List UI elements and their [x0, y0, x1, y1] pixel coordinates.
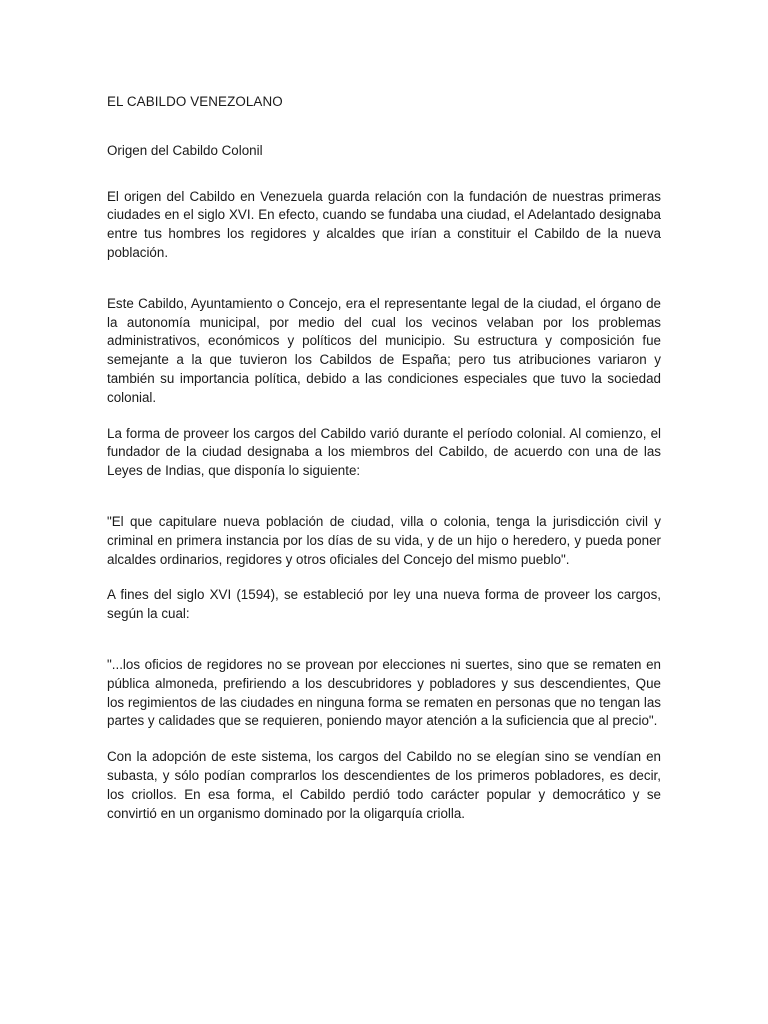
paragraph-conclusion: Con la adopción de este sistema, los cargos del Cabildo no se elegían sino se vendían en subasta, y sólo podían comprarlos los descendientes de los primeros pobladores, es decir, los criollos. En esa forma, el Cabildo perdió todo carácter popular y democrático y se convirtió en un organismo dominado por la oligarquía criolla.: [107, 749, 661, 821]
paragraph-1594-law: A fines del siglo XVI (1594), se estableció por ley una nueva forma de proveer los cargos, según la cual:: [107, 587, 661, 622]
quote-leyes-de-indias: "El que capitulare nueva población de ciudad, villa o colonia, tenga la jurisdicción civil y criminal en primera instancia por los días de su vida, y de un hijo o heredero, y pueda poner alcaldes ordinarios, regidores y otros oficiales del Concejo del mismo pueblo".: [107, 513, 661, 567]
document-body: [107, 93, 661, 823]
quote-regidores: "...los oficios de regidores no se provean por elecciones ni suertes, sino que se rematen en pública almoneda, prefiriendo a los descubridores y pobladores y sus descendientes, Que los regimientos de las ciudades en ninguna forma se rematen en personas que no tengan las partes y calidades que se requieren, poniendo mayor atención a la suficiencia que al precio".: [107, 656, 661, 729]
section-heading: Origen del Cabildo Colonil: [107, 142, 263, 158]
paragraph-origin: El origen del Cabildo en Venezuela guarda relación con la fundación de nuestras primeras ciudades en el siglo XVI. En efecto, cuando se fundaba una ciudad, el Adelantado designaba entre tus hombres los regidores y alcaldes que irían a constituir el Cabildo de la nueva población.: [107, 188, 661, 260]
document-title: EL CABILDO VENEZOLANO: [107, 94, 283, 109]
paragraph-cabildo-role: Este Cabildo, Ayuntamiento o Concejo, era el representante legal de la ciudad, el órgano de la autonomía municipal, por medio del cual los vecinos velaban por los problemas administrativos, económicos y políticos del municipio. Su estructura y composición fue semejante a la que tuvieron los Cabildos de España; pero tus atribuciones variaron y también su importancia política, debido a las condiciones especiales que tuvo la sociedad colonial.: [107, 295, 661, 405]
paragraph-provision-of-offices: La forma de proveer los cargos del Cabildo varió durante el período colonial. Al comienzo, el fundador de la ciudad designaba a los miembros del Cabildo, de acuerdo con una de las Leyes de Indias, que disponía lo siguiente:: [107, 425, 661, 479]
